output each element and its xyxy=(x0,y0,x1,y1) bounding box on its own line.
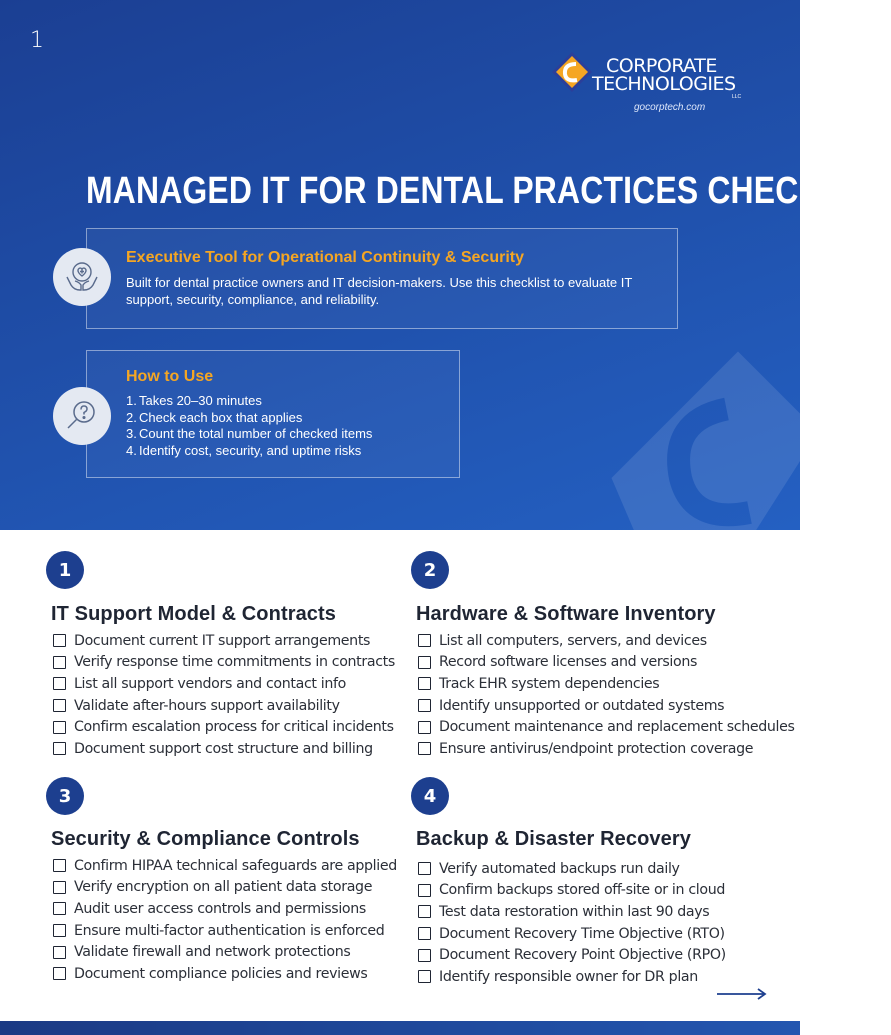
checklist-item: Test data restoration within last 90 days xyxy=(418,901,781,923)
checklist-item: Validate firewall and network protections xyxy=(53,941,416,963)
executive-tool-heading: Executive Tool for Operational Continuity & Security xyxy=(126,249,524,266)
checkbox[interactable] xyxy=(418,699,431,712)
page-number: 1 xyxy=(30,28,44,53)
logo-text-line1: CORPORATE xyxy=(606,55,717,77)
how-to-use-heading: How to Use xyxy=(126,368,214,385)
section-hardware-software xyxy=(411,551,795,760)
checklist-item: Document Recovery Point Objective (RPO) xyxy=(418,944,781,966)
checklist-item: Validate after-hours support availability xyxy=(53,695,416,717)
checklist-item: Ensure multi-factor authentication is enforced xyxy=(53,920,416,942)
checkbox[interactable] xyxy=(53,881,66,894)
magnifier-question-icon xyxy=(53,387,111,445)
watermark-logo-mark xyxy=(600,340,830,570)
footer-bar xyxy=(0,1021,800,1035)
checklist-item: List all computers, servers, and devices xyxy=(418,630,781,652)
checklist-item: List all support vendors and contact info xyxy=(53,673,416,695)
checkbox[interactable] xyxy=(418,970,431,983)
corporate-technologies-logo-icon xyxy=(552,52,592,92)
checklist-item: Confirm backups stored off-site or in cloud xyxy=(418,880,781,902)
checkbox[interactable] xyxy=(53,699,66,712)
checkbox[interactable] xyxy=(418,927,431,940)
checkbox[interactable] xyxy=(53,967,66,980)
checklist-item: Verify response time commitments in contracts xyxy=(53,652,416,674)
checkbox[interactable] xyxy=(418,742,431,755)
checklist-item: Track EHR system dependencies xyxy=(418,673,781,695)
how-to-use-panel xyxy=(86,350,460,478)
checkbox[interactable] xyxy=(418,905,431,918)
checkbox[interactable] xyxy=(418,656,431,669)
checklist-item: Audit user access controls and permissions xyxy=(53,898,416,920)
how-to-step: 1. Takes 20–30 minutes xyxy=(126,393,262,408)
checkbox[interactable] xyxy=(53,742,66,755)
logo-llc: LLC xyxy=(732,94,742,100)
checklist-item: Document compliance policies and reviews xyxy=(53,963,416,985)
checkbox[interactable] xyxy=(53,924,66,937)
section-number-badge: 3 xyxy=(46,777,84,815)
section-title: IT Support Model & Contracts xyxy=(51,603,337,625)
checkbox[interactable] xyxy=(418,884,431,897)
checkbox[interactable] xyxy=(53,721,66,734)
checkbox[interactable] xyxy=(53,677,66,690)
checklist xyxy=(53,630,416,760)
section-backup-recovery xyxy=(411,777,781,988)
checkbox[interactable] xyxy=(53,946,66,959)
checkbox[interactable] xyxy=(418,677,431,690)
checklist-item: Document maintenance and replacement schedules xyxy=(418,716,781,738)
checklist-item: Verify encryption on all patient data storage xyxy=(53,877,416,899)
company-logo[interactable] xyxy=(552,52,752,114)
checklist-item: Identify responsible owner for DR plan xyxy=(418,966,781,988)
checklist xyxy=(418,858,781,988)
checkbox[interactable] xyxy=(53,656,66,669)
section-number-badge: 4 xyxy=(411,777,449,815)
checkbox[interactable] xyxy=(418,634,431,647)
checklist-item: Confirm escalation process for critical incidents xyxy=(53,716,416,738)
next-page-arrow-icon[interactable] xyxy=(716,987,768,1001)
executive-tool-panel xyxy=(86,228,678,329)
checklist xyxy=(53,855,416,985)
section-security-compliance xyxy=(46,777,416,985)
checklist-item: Document current IT support arrangements xyxy=(53,630,416,652)
checklist-item: Verify automated backups run daily xyxy=(418,858,781,880)
checkbox[interactable] xyxy=(53,634,66,647)
heart-in-hands-icon xyxy=(53,248,111,306)
checkbox[interactable] xyxy=(53,902,66,915)
checklist-item: Confirm HIPAA technical safeguards are applied xyxy=(53,855,416,877)
checklist-item: Document support cost structure and billing xyxy=(53,738,416,760)
section-title: Security & Compliance Controls xyxy=(51,828,360,850)
section-it-support xyxy=(46,551,416,760)
checklist xyxy=(418,630,795,760)
how-to-step: 4. Identify cost, security, and uptime risks xyxy=(126,443,362,459)
checklist-item: Identify unsupported or outdated systems xyxy=(418,695,781,717)
checkbox[interactable] xyxy=(53,859,66,872)
checklist-item: Record software licenses and versions xyxy=(418,652,781,674)
checkbox[interactable] xyxy=(418,721,431,734)
checkbox[interactable] xyxy=(418,949,431,962)
how-to-use-steps xyxy=(126,393,372,460)
section-title: Hardware & Software Inventory xyxy=(416,603,716,625)
section-title: Backup & Disaster Recovery xyxy=(416,828,691,850)
checklist-item: Ensure antivirus/endpoint protection coverage xyxy=(418,738,781,760)
checkbox[interactable] xyxy=(418,862,431,875)
how-to-step: 2. Check each box that applies xyxy=(126,409,303,425)
section-number-badge: 1 xyxy=(46,551,84,589)
how-to-step: 3. Count the total number of checked items xyxy=(126,426,373,442)
page-title: MANAGED IT FOR DENTAL PRACTICES CHECKLIST xyxy=(86,170,891,212)
logo-text-line2: TECHNOLOGIES xyxy=(592,73,736,95)
website-url[interactable]: gocorptech.com xyxy=(634,102,706,113)
section-number-badge: 2 xyxy=(411,551,449,589)
checklist-item: Document Recovery Time Objective (RTO) xyxy=(418,923,781,945)
executive-tool-description: Built for dental practice owners and IT decision-makers. Use this checklist to evaluate IT support, security, compliance, and reliability. xyxy=(126,275,633,307)
